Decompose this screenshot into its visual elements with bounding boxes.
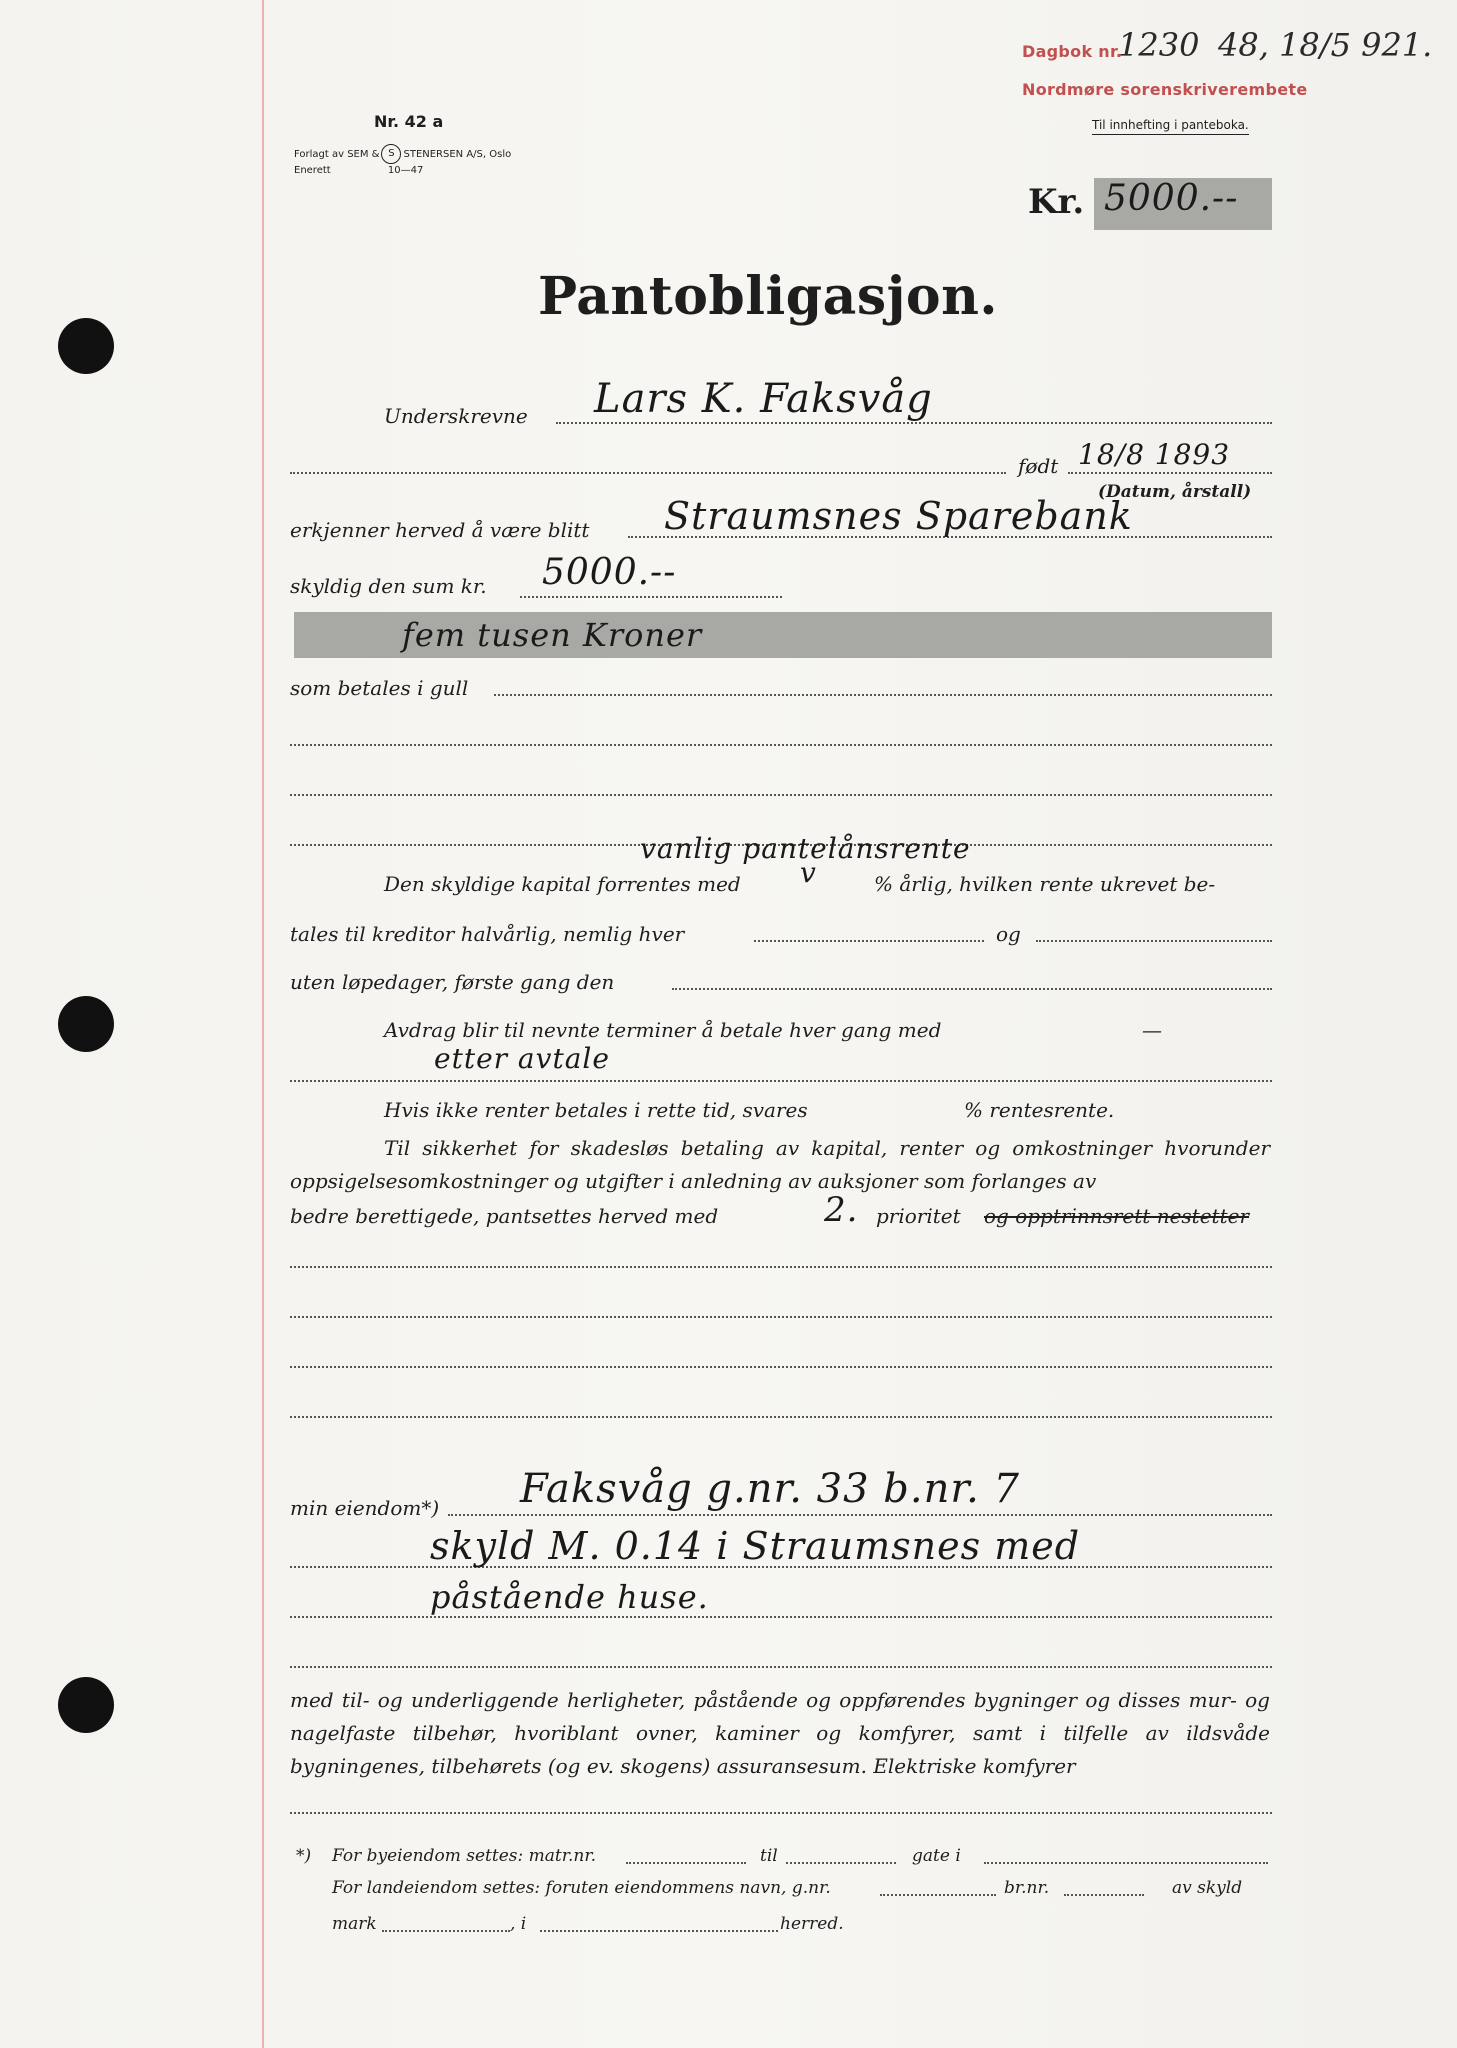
footnote-line2-b: br.nr. xyxy=(1004,1878,1050,1898)
interest-mark: v xyxy=(800,856,817,889)
publisher-imprint xyxy=(294,144,511,178)
and-line xyxy=(1036,940,1272,942)
blank-line xyxy=(290,1812,1272,1814)
halfyear-line xyxy=(754,940,984,942)
undersigned-signature: Lars K. Faksvåg xyxy=(594,376,933,422)
interest-label-b: % årlig, hvilken rente ukrevet be- xyxy=(874,872,1216,896)
security-paragraph: Til sikkerhet for skadesløs betaling av kapital, renter og omkostninger hvorunder oppsigelsesomkostninger og utgifter i anledning av auksjoner som forlanges av xyxy=(290,1136,1270,1193)
sum-label: skyldig den sum kr. xyxy=(290,574,487,598)
halfyear-label: tales til kreditor halvårlig, nemlig hver xyxy=(290,922,685,946)
footnote-line1-a: For byeiendom settes: matr.nr. xyxy=(332,1846,596,1866)
pay-label: som betales i gull xyxy=(290,676,469,700)
install-dash: — xyxy=(1142,1018,1162,1042)
blank-line xyxy=(290,1366,1272,1368)
born-prefix-line xyxy=(290,472,1006,474)
punch-hole xyxy=(58,996,114,1052)
amount-value: 5000.-- xyxy=(1104,178,1239,219)
footnote-line2-c: av skyld xyxy=(1172,1878,1243,1898)
footnote-line3-c: herred. xyxy=(780,1914,844,1934)
pay-line xyxy=(494,694,1272,696)
property-label: min eiendom*) xyxy=(290,1496,440,1520)
undersigned-line xyxy=(556,422,1272,424)
filing-note: Til innhefting i panteboka. xyxy=(1092,118,1249,135)
sum-line xyxy=(520,596,782,598)
blank-line xyxy=(290,1316,1272,1318)
property-line-3 xyxy=(290,1616,1272,1618)
priority-value: 2. xyxy=(824,1190,859,1230)
priority-label: bedre berettigede, pantsettes herved med xyxy=(290,1204,719,1228)
footnote-dots xyxy=(786,1862,896,1864)
blank-line xyxy=(290,1416,1272,1418)
form-number: Nr. 42 a xyxy=(374,112,444,131)
and-label: og xyxy=(996,922,1021,946)
footnote-line2-a: For landeiendom settes: foruten eiendommens navn, g.nr. xyxy=(332,1878,831,1898)
appurtenance-paragraph: med til- og underliggende herligheter, påstående og oppførendes bygninger og disses mur- og nagelfaste tilbehør, hvoriblant ovner, kaminer og komfyrer, samt i tilfelle av ildsvåde bygningenes, tilbehørets (og ev. skogens) assuransesum. Elektriske komfyrer xyxy=(290,1688,1270,1778)
undersigned-label: Underskrevne xyxy=(384,404,528,428)
late-label-b: % rentesrente. xyxy=(964,1098,1115,1122)
registry-stamp-line2: Nordmøre sorenskriverembete xyxy=(1022,80,1308,99)
footnote-dots xyxy=(984,1862,1268,1864)
publisher-date: 10—47 xyxy=(387,165,424,176)
blank-line xyxy=(290,1266,1272,1268)
footnote-line3-b: , i xyxy=(510,1914,527,1934)
footnote-dots xyxy=(880,1894,996,1896)
publisher-text-b: STENERSEN A/S, Oslo xyxy=(403,149,512,160)
priority-label-b: prioritet xyxy=(876,1204,961,1228)
footnote-line3-a: mark xyxy=(332,1914,377,1934)
property-line3: påstående huse. xyxy=(430,1578,709,1616)
born-hint: (Datum, årstall) xyxy=(1098,482,1252,502)
footnote-dots xyxy=(626,1862,746,1864)
footnote-dots xyxy=(540,1930,778,1932)
blank-line xyxy=(290,744,1272,746)
amount-label: Kr. xyxy=(1028,182,1085,222)
document-title: Pantobligasjon. xyxy=(538,266,999,327)
interest-label: Den skyldige kapital forrentes med xyxy=(384,872,741,896)
priority-struck-text: og opptrinnsrett nestetter xyxy=(984,1204,1250,1228)
punch-hole xyxy=(58,1677,114,1733)
property-line2: skyld M. 0.14 i Straumsnes med xyxy=(430,1524,1081,1568)
install-line xyxy=(290,1080,1272,1082)
publisher-logo-icon: S xyxy=(381,144,401,164)
first-line xyxy=(672,988,1272,990)
footnote-marker: *) xyxy=(296,1846,312,1866)
sum-words-value: fem tusen Kroner xyxy=(402,616,703,654)
punch-hole xyxy=(58,318,114,374)
born-value: 18/8 1893 xyxy=(1078,438,1231,471)
footnote-line1-c: gate i xyxy=(912,1846,961,1866)
registry-number: 1230 xyxy=(1118,26,1200,64)
registry-stamp-line1: Dagbok nr. xyxy=(1022,42,1123,61)
late-label: Hvis ikke renter betales i rette tid, svares xyxy=(384,1098,808,1122)
blank-line xyxy=(290,1666,1272,1668)
install-label: Avdrag blir til nevnte terminer å betale hver gang med xyxy=(384,1018,942,1042)
registry-date: 48, 18/5 921. xyxy=(1218,26,1433,64)
blank-line xyxy=(290,794,1272,796)
property-line xyxy=(448,1514,1272,1516)
first-label: uten løpedager, første gang den xyxy=(290,970,615,994)
footnote-line1-b: til xyxy=(760,1846,778,1866)
footnote-dots xyxy=(1064,1894,1144,1896)
born-label: født xyxy=(1018,454,1059,478)
publisher-text: Forlagt av SEM & xyxy=(294,149,380,160)
sum-value: 5000.-- xyxy=(542,552,677,593)
property-line1: Faksvåg g.nr. 33 b.nr. 7 xyxy=(520,1466,1020,1512)
publisher-rights: Enerett xyxy=(294,165,331,176)
interest-note: vanlig pantelånsrente xyxy=(640,832,971,865)
creditor-value: Straumsnes Sparebank xyxy=(664,494,1133,538)
margin-rule xyxy=(262,0,264,2048)
footnote-dots xyxy=(382,1930,510,1932)
install-value: etter avtale xyxy=(434,1042,610,1075)
creditor-label: erkjenner herved å være blitt xyxy=(290,518,590,542)
born-line xyxy=(1068,472,1272,474)
